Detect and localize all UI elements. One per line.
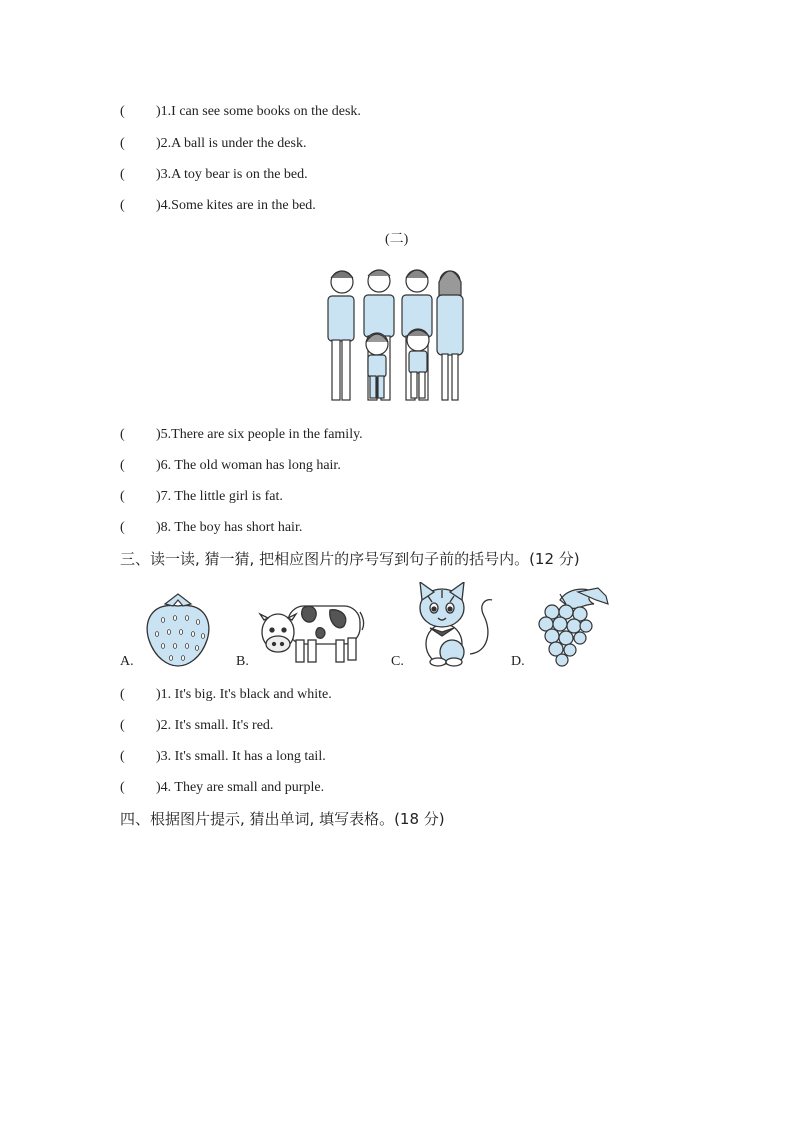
question-row [120,426,363,444]
family-illustration [322,262,470,410]
grapes-picture [534,586,610,668]
question-row [120,103,361,121]
option-label: D. [511,654,525,669]
option-label: A. [120,654,134,669]
option-label: C. [391,654,404,669]
answer-paren[interactable]: ( [120,198,125,213]
question-text: )3. It's small. It has a long tail. [156,749,326,764]
question-row [120,519,302,537]
question-text: )3.A toy bear is on the bed. [156,167,308,182]
part-subtitle: (二) [385,232,409,247]
question-text: )1.I can see some books on the desk. [156,104,361,119]
question-row [120,197,316,215]
answer-paren[interactable]: ( [120,427,125,442]
question-text: )4. They are small and purple. [156,780,325,795]
cat-picture [414,582,496,668]
question-row [120,135,306,153]
question-row [120,686,332,704]
question-text: )7. The little girl is fat. [156,489,283,504]
question-row [120,166,308,184]
answer-paren[interactable]: ( [120,520,125,535]
answer-paren[interactable]: ( [120,780,125,795]
question-row [120,488,283,506]
question-row [120,457,341,475]
question-text: )2. It's small. It's red. [156,718,274,733]
question-row [120,779,324,797]
question-text: )4.Some kites are in the bed. [156,198,316,213]
option-label: B. [236,654,249,669]
cow-picture [258,598,368,668]
answer-paren[interactable]: ( [120,167,125,182]
section-heading: 三、读一读, 猜一猜, 把相应图片的序号写到句子前的括号内。(12 分) [120,550,580,568]
question-row [120,717,273,735]
answer-paren[interactable]: ( [120,749,125,764]
answer-paren[interactable]: ( [120,458,125,473]
answer-paren[interactable]: ( [120,489,125,504]
answer-paren[interactable]: ( [120,687,125,702]
answer-paren[interactable]: ( [120,136,125,151]
answer-paren[interactable]: ( [120,104,125,119]
section-heading: 四、根据图片提示, 猜出单词, 填写表格。(18 分) [120,810,445,828]
question-text: )8. The boy has short hair. [156,520,303,535]
answer-paren[interactable]: ( [120,718,125,733]
question-text: )6. The old woman has long hair. [156,458,341,473]
strawberry-picture [143,592,213,668]
question-row [120,748,326,766]
question-text: )2.A ball is under the desk. [156,136,307,151]
question-text: )5.There are six people in the family. [156,427,363,442]
question-text: )1. It's big. It's black and white. [156,687,332,702]
